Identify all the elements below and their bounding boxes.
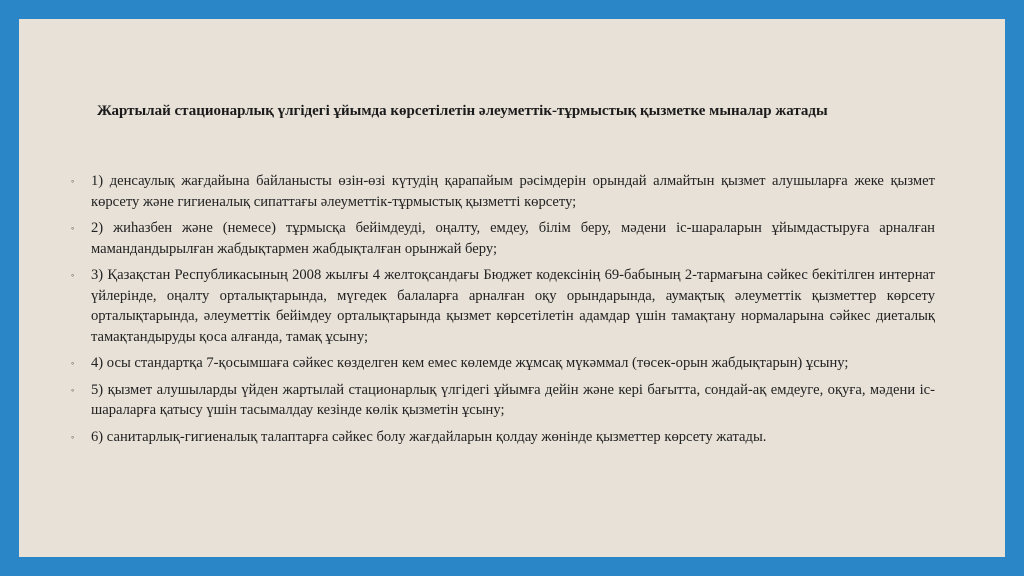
bullet-icon: ◦ — [71, 358, 75, 368]
list-item — [71, 171, 935, 212]
list-item — [71, 353, 935, 374]
list-item-text: 5) қызмет алушыларды үйден жартылай стационарлық үлгідегі ұйымға дейін және кері бағытта, сондай-ақ емдеуге, оқуға, мәдени іс-шараларға қатысу үшін тасымалдау кезінде көлік қызметін ұсыну; — [91, 381, 935, 418]
slide — [19, 19, 1005, 557]
bullet-icon: ◦ — [71, 384, 75, 395]
list-item-text: 6) санитарлық-гигиеналық талаптарға сәйкес болу жағдайларын қолдау жөнінде қызметтер көрсету жатады. — [91, 428, 767, 445]
bullet-list — [71, 171, 935, 453]
bullet-icon: ◦ — [71, 176, 75, 186]
list-item — [71, 427, 935, 448]
list-item — [71, 218, 935, 259]
list-item — [71, 380, 935, 421]
list-item-text: 4) осы стандартқа 7-қосымшаға сәйкес көзделген кем емес көлемде жұмсақ мүкәммал (төсек-орын жабдықтарын) ұсыну; — [91, 355, 849, 371]
slide-title: Жартылай стационарлық үлгідегі ұйымда көрсетілетін әлеуметтік-тұрмыстық қызметке мыналар жатады — [97, 103, 828, 119]
list-item-text: 3) Қазақстан Республикасының 2008 жылғы 4 желтоқсандағы Бюджет кодексінің 69-бабының 2-тармағына сәйкес бекітілген интернат үйлерінде, оңалту орталықтарында, мүгедек балаларға арналған оқу орындарында, аумақтық әлеуметтік қызметтер көрсету орталықтарында, әлеуметтік бейімдеу орталықтарында қызмет көрсетілетін адамдар үшін тамақтану нормаларына сәйкес диеталық тамақтандыруды қоса алғанда, тамақ ұсыну; — [91, 267, 935, 345]
bullet-icon: ◦ — [71, 223, 75, 233]
list-item-text: 1) денсаулық жағдайына байланысты өзін-өзі күтудің қарапайым рәсімдерін орындай алмайтын қызмет алушыларға жеке қызмет көрсету және гигиеналық сипаттағы әлеуметтік-тұрмыстық қызметті көрсету; — [91, 173, 935, 210]
bullet-icon: ◦ — [71, 431, 75, 442]
bullet-icon: ◦ — [71, 270, 75, 280]
list-item — [71, 265, 935, 347]
list-item-text: 2) жиһазбен және (немесе) тұрмысқа бейімдеуді, оңалту, емдеу, білім беру, мәдени іс-шараларын ұйымдастыруға арналған мамандандырылған жабдықтармен жабдықталған орынжай беру; — [91, 220, 935, 257]
